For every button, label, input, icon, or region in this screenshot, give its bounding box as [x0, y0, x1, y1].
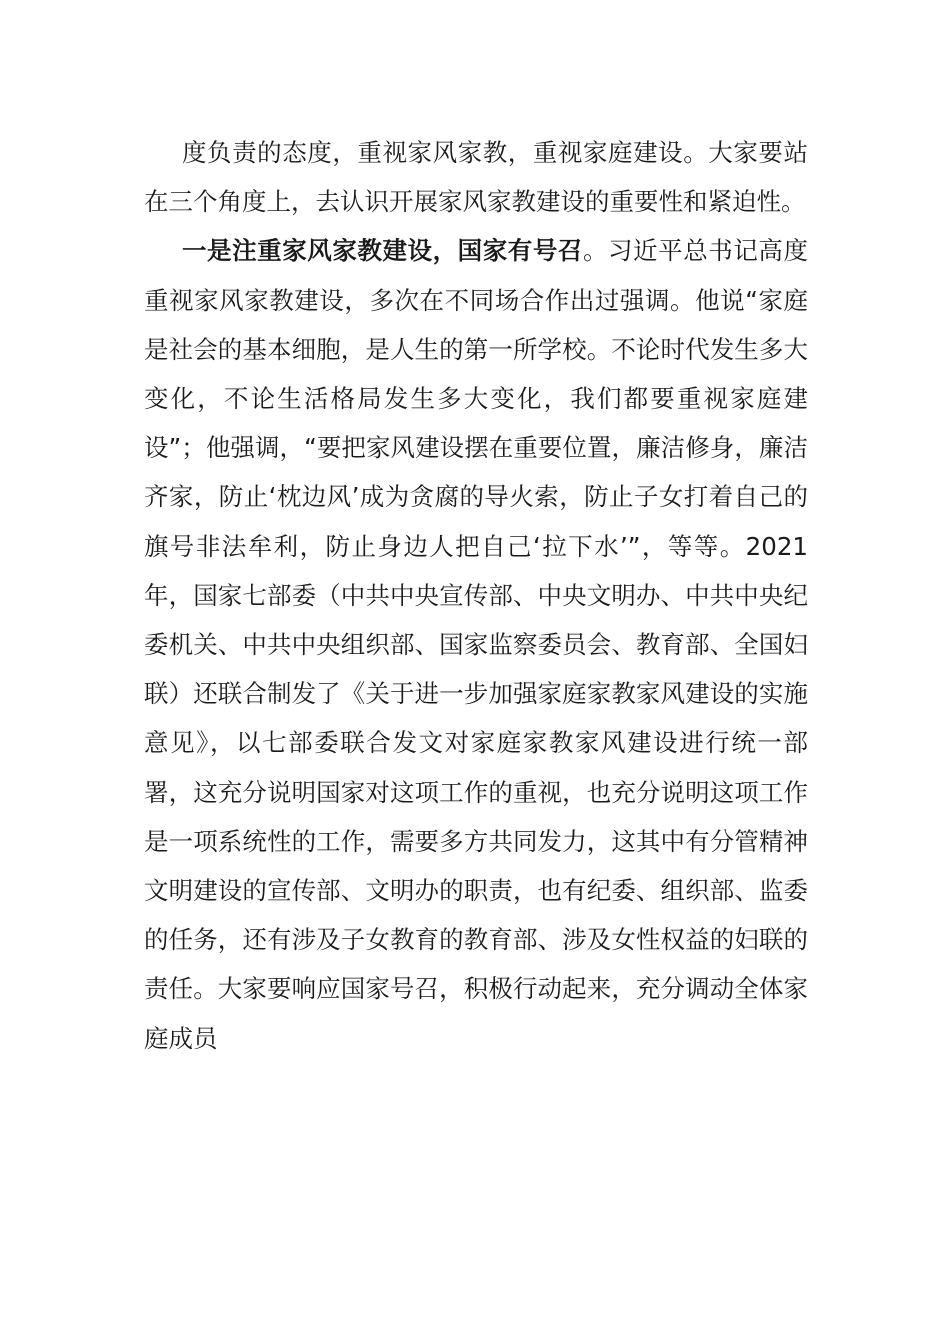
paragraph-1-text: 度负责的态度，重视家风家教，重视家庭建设。大家要站在三个角度上，去认识开展家风家教建设的重要性和紧迫性。 [144, 138, 808, 217]
paragraph-2-bold-lead: 一是注重家风家教建设，国家有号召 [182, 236, 583, 266]
document-body [144, 128, 808, 1063]
paragraph-1 [144, 128, 808, 226]
paragraph-2 [144, 226, 808, 1062]
paragraph-2-text: 。习近平总书记高度重视家风家教建设，多次在不同场合作出过强调。他说“家庭是社会的基本细胞，是人生的第一所学校。不论时代发生多大变化，不论生活格局发生多大变化，我们都要重视家庭建设”；他强调，“要把家风建设摆在重要位置，廉洁修身，廉洁齐家，防止‘枕边风’成为贪腐的导火索，防止子女打着自己的旗号非法牟利，防止身边人把自己‘拉下水’”，等等。2021年，国家七部委（中共中央宣传部、中央文明办、中共中央纪委机关、中共中央组织部、国家监察委员会、教育部、全国妇联）还联合制发了《关于进一步加强家庭家教家风建设的实施意见》，以七部委联合发文对家庭家教家风建设进行统一部署，这充分说明国家对这项工作的重视，也充分说明这项工作是一项系统性的工作，需要多方共同发力，这其中有分管精神文明建设的宣传部、文明办的职责，也有纪委、组织部、监委的任务，还有涉及子女教育的教育部、涉及女性权益的妇联的责任。大家要响应国家号召，积极行动起来，充分调动全体家庭成员 [144, 236, 808, 1053]
